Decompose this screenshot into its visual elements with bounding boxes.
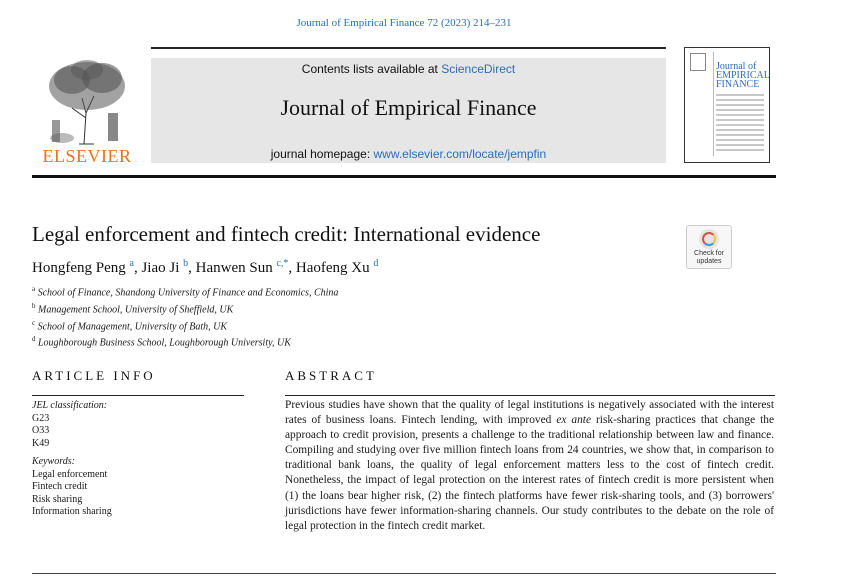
affiliation-marker: a [32,285,36,293]
author-name[interactable]: Hanwen Sun [195,260,273,276]
footer-rule [32,573,776,574]
affiliation-marker: d [32,335,36,344]
keyword[interactable]: Fintech credit [32,481,88,492]
article-title: Legal enforcement and fintech credit: International evidence [32,222,541,246]
cover-title: Journal of EMPIRICAL FINANCE [716,61,770,90]
author-affiliation-link[interactable]: b [183,258,189,269]
affiliation-item [32,317,338,334]
publisher-wordmark: ELSEVIER [42,146,132,166]
affiliation-text: Loughborough Business School, Loughborough University, UK [38,337,291,349]
abstract-rule [285,395,775,396]
sciencedirect-link[interactable]: ScienceDirect [441,62,516,76]
author-affiliation-link[interactable]: a [129,258,134,269]
keywords-label: Keywords: [32,456,75,467]
cover-logo [690,53,706,71]
affiliation-text: School of Finance, Shandong University of Finance and Economics, China [37,287,339,299]
check-updates-icon [699,229,719,249]
author-separator: , [133,260,142,276]
keyword[interactable]: Risk sharing [32,493,83,505]
affiliation-text: School of Management, University of Bath, UK [37,320,228,332]
masthead-rule [32,175,776,178]
affiliation-item [32,283,338,300]
jel-code: K49 [32,437,50,449]
article-info-rule [32,395,244,396]
abstract-part: risk-sharing practices that change the approach to credit provision, presents a challenge to the traditional relationship between law and finance. Compiling and studying over five million fintech loans from 24 countries, we show that, in comparison to traditional bank loans, the quality of legal enforcement matters less to the cost of fintech credit. Nonetheless, the impact of legal protection on the interest rates of fintech credit is more persistent when (1) the loans bear higher risk, (2) the fintech platforms have fewer risk-sharing tools, and (3) borrowers' jurisdictions have fewer information-sharing channels. Our study contributes to the debate on the role of legal protection in the fintech credit market. [285,414,775,532]
keyword[interactable]: Legal enforcement [32,468,108,480]
affiliation-item [32,300,338,317]
affiliation-marker: b [32,301,36,310]
homepage-line [151,147,666,161]
journal-citation[interactable]: Journal of Empirical Finance 72 (2023) 214–231 [296,17,512,29]
abstract-text [285,398,774,534]
jel-code: O33 [32,425,50,436]
author-separator: , [288,260,296,276]
jel-code: G23 [32,412,50,424]
cover-text-lines [716,94,764,154]
abstract-part: Previous studies have shown that the quality of legal institutions is negatively associated with the interest rates of business loans. Fintech lending, with improved [285,399,774,427]
homepage-link[interactable]: www.elsevier.com/locate/jempfin [373,147,547,161]
article-info-heading: ARTICLE INFO [32,368,156,383]
homepage-prefix: journal homepage: [270,147,374,161]
author-name[interactable]: Hongfeng Peng [32,260,126,276]
affiliation-marker: c [32,318,36,327]
check-for-updates-button[interactable] [686,225,732,269]
journal-title: Journal of Empirical Finance [280,95,537,120]
author-name[interactable]: Haofeng Xu [295,260,370,276]
author-separator: , [188,260,196,276]
keyword[interactable]: Information sharing [32,506,112,517]
affiliation-item [32,333,338,350]
check-updates-label: Check for updates [694,250,724,265]
journal-cover-thumbnail[interactable] [684,47,770,163]
author-list [32,258,378,277]
affiliations [32,283,338,350]
author-affiliation-link[interactable]: d [373,258,379,269]
abstract-italic: ex ante [556,414,592,427]
journal-banner [151,58,666,163]
contents-line [151,62,666,76]
affiliation-text: Management School, University of Sheffield, UK [38,304,234,316]
header-rule [151,47,666,49]
jel-label: JEL classification: [32,400,108,411]
author-name[interactable]: Jiao Ji [141,260,180,276]
contents-prefix: Contents lists available at [301,62,442,76]
article-info [32,400,112,519]
abstract-heading: ABSTRACT [285,368,377,383]
author-affiliation-link[interactable]: c,* [276,258,289,269]
